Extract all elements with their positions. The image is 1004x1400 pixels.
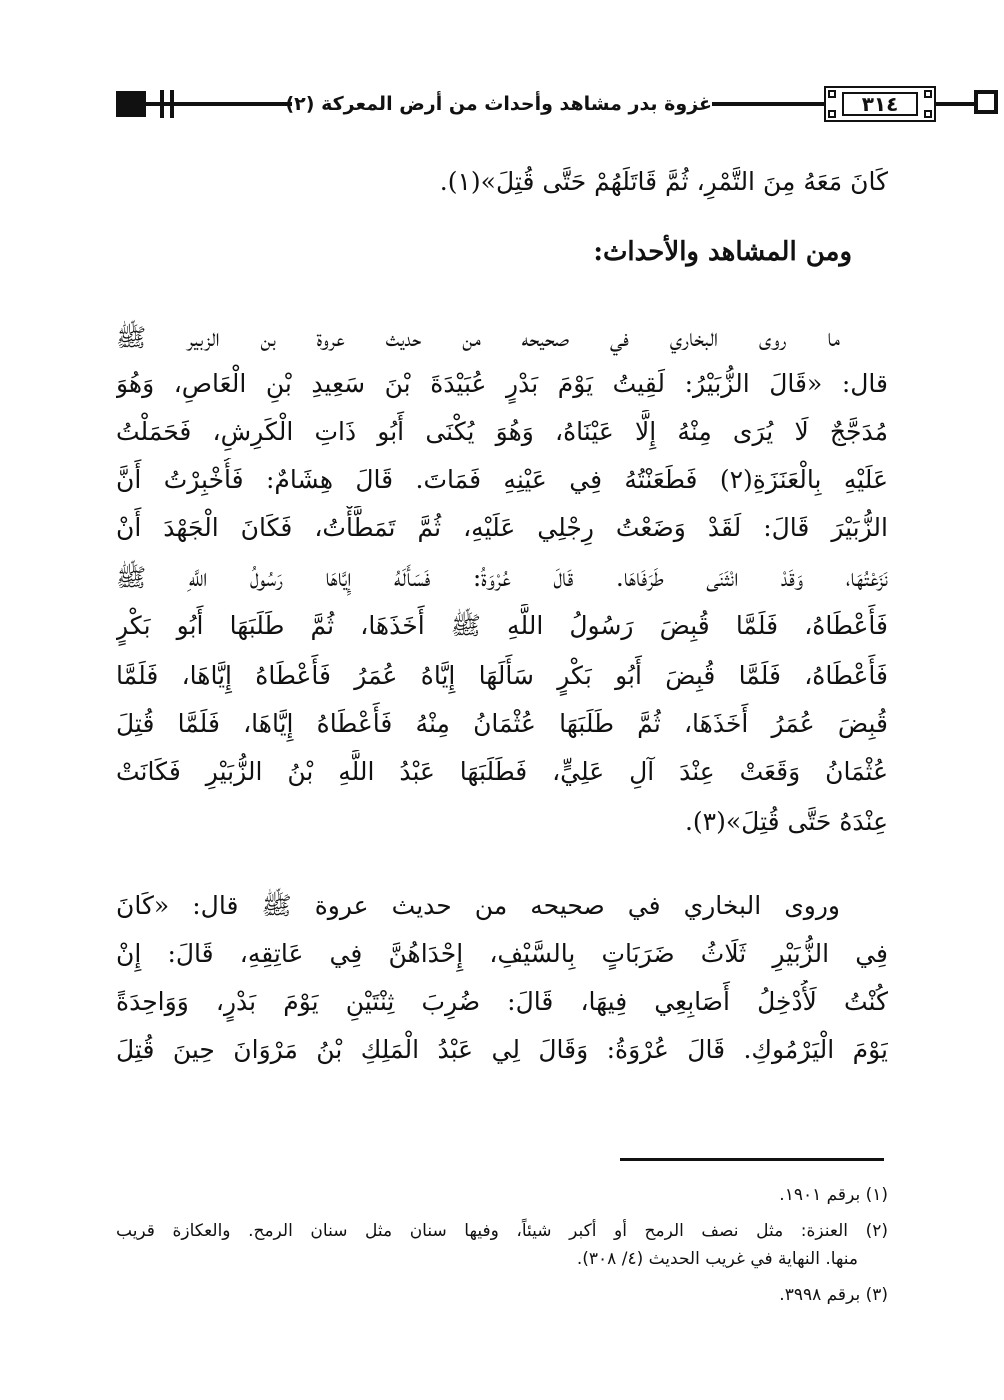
text-line: فَأَعْطَاهُ، فَلَمَّا قُبِضَ رَسُولُ اللَّهِ ﷺ أَخَذَهَا، ثُمَّ طَلَبَهَا أَبُو بَكْرٍ [116,611,888,640]
section-heading: ومن المشاهد والأحداث: [593,237,852,267]
footnote-3: (٣) برقم ٣٩٩٨. [779,1285,888,1305]
footnote-separator [620,1158,884,1161]
chapter-title: غزوة بدر مشاهد وأحداث من أرض المعركة (٢) [292,86,712,122]
page-number: ٣١٤ [842,92,918,116]
text-line: يَوْمَ الْيَرْمُوكِ. قَالَ عُرْوَةُ: وَقَالَ لِي عَبْدُ الْمَلِكِ بْنُ مَرْوَانَ حِينَ قُتِلَ [116,1035,888,1064]
text-line: قال: «قَالَ الزُّبَيْرُ: لَقِيتُ يَوْمَ بَدْرٍ عُبَيْدَةَ بْنَ سَعِيدِ بْنِ الْعَاصِ، وَهُوَ [116,369,888,398]
text-line: فَأَعْطَاهُ، فَلَمَّا قُبِضَ أَبُو بَكْرٍ سَأَلَهَا إِيَّاهُ عُمَرُ فَأَعْطَاهُ إِيَّاهَا، فَلَمَّا [116,661,888,690]
header-end-block [116,91,146,117]
footnote-2-line-2: منها. النهاية في غريب الحديث (٤/ ٣٠٨). [576,1249,858,1269]
header-bar-left [160,90,164,118]
text-line: ما روى البخاري في صحيحه من حديث عروة بن الزبير ﷺ [116,323,840,352]
text-line: نَزَعْتُهَا، وَقَدْ انْثَنَى طَرَفَاهَا. قَالَ عُرْوَةُ: فَسَأَلَهُ إِيَّاهَا رَسُولُ اللَّهِ ﷺ [116,563,888,592]
text-line: كَانَ مَعَهُ مِنَ التَّمْرِ، ثُمَّ قَاتَلَهُمْ حَتَّى قُتِلَ»(١). [439,167,888,196]
running-header [116,86,899,122]
header-end-box [974,90,998,114]
text-line: الزُّبَيْرَ قَالَ: لَقَدْ وَضَعْتُ رِجْلِي عَلَيْهِ، ثُمَّ تَمَطَّأْتُ، فَكَانَ الْجَهْدَ أَنْ [116,513,888,542]
frame-ornament [828,90,836,98]
frame-ornament [924,110,932,118]
text-line: فِي الزُّبَيْرِ ثَلَاثُ ضَرَبَاتٍ بِالسَّيْفِ، إِحْدَاهُنَّ فِي عَاتِقِهِ، قَالَ: إِنْ [116,939,888,968]
text-line: مُدَجَّجٌ لَا يُرَى مِنْهُ إِلَّا عَيْنَاهُ، وَهُوَ يُكْنَى أَبُو ذَاتِ الْكَرِشِ، فَحَمَلْتُ [116,417,888,446]
text-line: عَلَيْهِ بِالْعَنَزَةِ(٢) فَطَعَنْتُهُ فِي عَيْنِهِ فَمَاتَ. قَالَ هِشَامٌ: فَأُخْبِرْتُ أَنَّ [116,465,888,494]
frame-ornament [828,110,836,118]
text-line: عُثْمَانُ وَقَعَتْ عِنْدَ آلِ عَلِيٍّ، فَطَلَبَهَا عَبْدُ اللَّهِ بْنُ الزُّبَيْرِ فَكَانَتْ [116,757,888,786]
page-number-frame [824,86,936,122]
header-bar-left-2 [170,90,174,118]
frame-ornament [924,90,932,98]
footnote-2-line-1: (٢) العنزة: مثل نصف الرمح أو أكبر شيئاً، وفيها سنان مثل سنان الرمح. والعكازة قريب [116,1221,888,1241]
footnote-1: (١) برقم ١٩٠١. [779,1185,888,1205]
text-line: كُنْتُ لَأُدْخِلُ أَصَابِعِي فِيهَا، قَالَ: ضُرِبَ ثِنْتَيْنِ يَوْمَ بَدْرٍ، وَوَاحِدَةً [116,987,888,1016]
text-line: عِنْدَهُ حَتَّى قُتِلَ»(٣). [684,807,888,836]
text-line: قُبِضَ عُمَرُ أَخَذَهَا، ثُمَّ طَلَبَهَا عُثْمَانُ مِنْهُ فَأَعْطَاهُ إِيَّاهَا، فَلَمَّا قُتِلَ [116,709,888,738]
text-line: وروى البخاري في صحيحه من حديث عروة ﷺ قال: «كَانَ [116,891,840,920]
